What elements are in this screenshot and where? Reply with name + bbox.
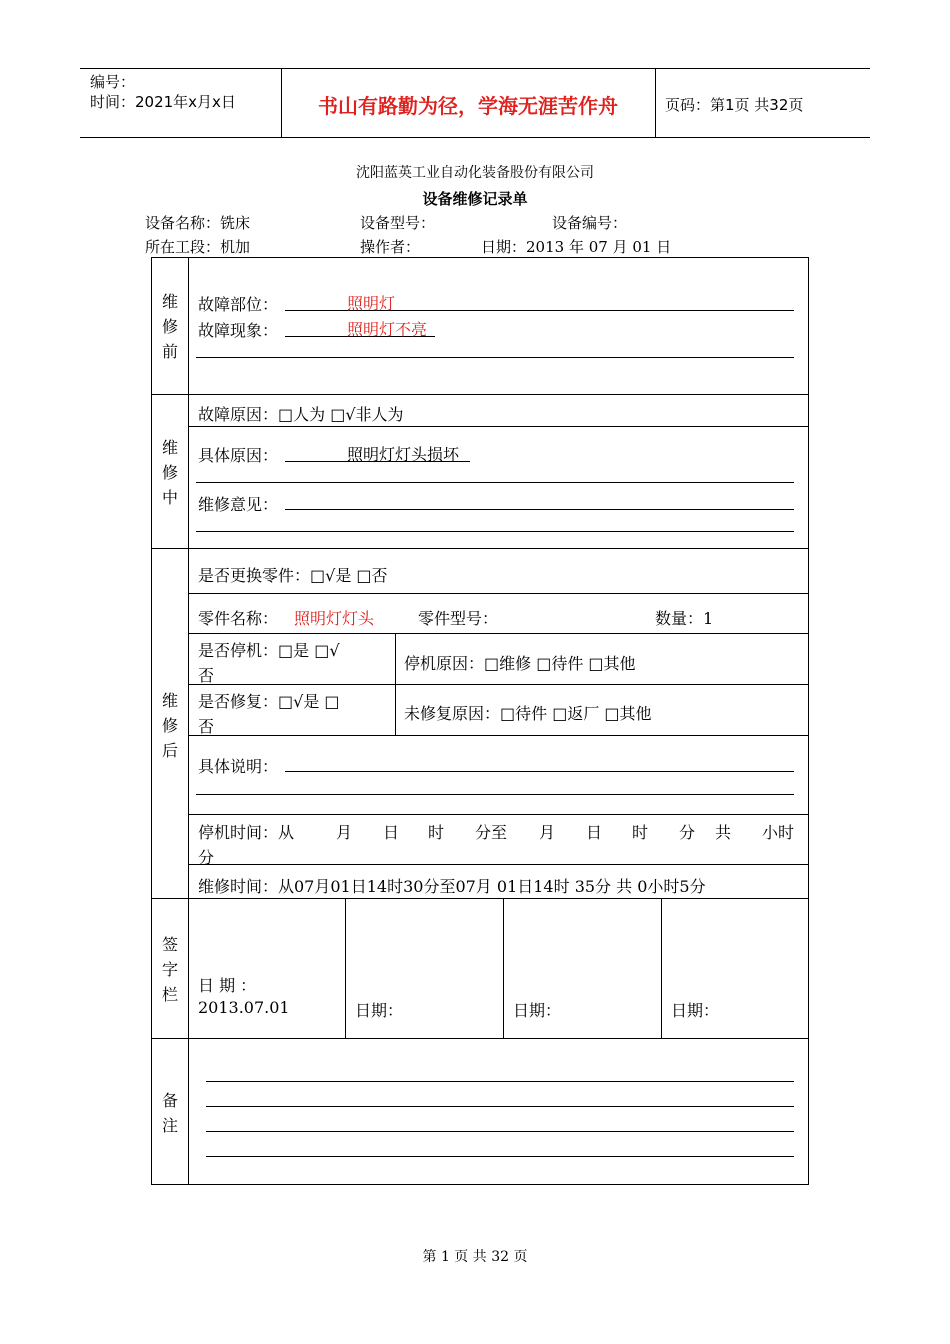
work-section: 所在工段：机加 [145,238,251,256]
page-footer: 第 1 页 共 32 页 [422,1249,528,1265]
fault-symptom-value: 照明灯不亮 [347,320,428,339]
table-divider [188,814,809,815]
table-divider [151,394,809,395]
fault-part-label: 故障部位： [198,295,279,314]
replace-part-question: 是否更换零件：□√是 □否 [198,566,388,585]
table-divider [661,898,662,1038]
downtime-hours-unit: 小时 [762,823,795,842]
fill-line [285,771,794,772]
detail-cause-value: 照明灯灯头损坏 [347,445,460,464]
downtime-total: 共 [715,823,732,842]
remarks-line [206,1156,794,1157]
repair-opinion-label: 维修意见： [198,495,279,514]
downtime-minute-to: 分至 [475,823,508,842]
fault-symptom-label: 故障现象： [198,321,279,340]
header-divider [655,69,656,137]
section-label-signature: 签 字 栏 [161,935,178,1004]
detail-cause-label: 具体原因： [198,446,279,465]
remarks-line [206,1106,794,1107]
stop-question-line1: 是否停机：□是 □√ [198,641,340,660]
form-title: 设备维修记录单 [422,190,528,208]
fill-line [196,357,794,358]
table-divider [151,898,809,899]
signature-date-label: 日期： [513,1001,562,1020]
fill-line [196,482,794,483]
unfixed-reason: 未修复原因：□待件 □返厂 □其他 [404,704,652,723]
part-model-label: 零件型号： [418,609,499,628]
downtime-minute-unit: 分 [679,823,696,842]
fixed-question-line1: 是否修复：□√是 □ [198,692,340,711]
signature-date-label: 日期： [671,1001,720,1020]
table-divider [503,898,504,1038]
signature-date-value: 2013.07.01 [198,998,290,1017]
signature-date-label: 日期： [355,1001,404,1020]
downtime-minutes-unit: 分 [198,848,215,867]
downtime-day-unit: 日 [383,823,400,842]
table-divider [188,684,809,685]
table-divider [395,633,396,735]
table-divider [188,426,809,427]
table-border [808,257,809,1185]
fixed-question-line2: 否 [198,717,215,736]
downtime-hour-unit: 时 [632,823,649,842]
table-divider [151,548,809,549]
page-number-label: 页码：第1页 共32页 [665,96,804,114]
section-label-before: 维 修 前 [161,292,178,361]
downtime-label: 停机时间：从 [198,823,295,842]
company-name: 沈阳蓝英工业自动化装备股份有限公司 [356,165,594,181]
downtime-hour-unit: 时 [428,823,445,842]
explanation-label: 具体说明： [198,757,279,776]
section-label-remarks: 备 注 [161,1091,178,1135]
operator: 操作者： [360,238,421,256]
table-divider [188,633,809,634]
repair-time: 维修时间：从07月01日14时30分至07月 01日14时 35分 共 0小时5分 [198,877,706,896]
stop-reason: 停机原因：□维修 □待件 □其他 [404,654,636,673]
part-name-label: 零件名称： [198,609,279,628]
table-divider [188,257,189,1185]
remarks-line [206,1081,794,1082]
fault-part-value: 照明灯 [347,294,396,313]
table-divider [345,898,346,1038]
document-header [80,68,870,138]
table-border [151,1184,809,1185]
section-label-during: 维 修 中 [161,438,178,507]
table-divider [188,864,809,865]
serial-label: 编号： [90,73,136,91]
fill-line [196,531,794,532]
downtime-month-unit: 月 [336,823,353,842]
table-divider [188,593,809,594]
header-motto: 书山有路勤为径，学海无涯苦作舟 [318,94,618,118]
equipment-model: 设备型号： [360,214,436,232]
time-label: 时间：2021年x月x日 [90,93,236,111]
part-name-value: 照明灯灯头 [294,609,375,628]
section-label-after: 维 修 后 [161,691,178,760]
table-border [151,257,809,258]
table-divider [151,1038,809,1039]
table-divider [188,735,809,736]
downtime-day-unit: 日 [586,823,603,842]
equipment-number: 设备编号： [552,214,628,232]
equipment-name: 设备名称：铣床 [145,214,251,232]
fill-line [196,794,794,795]
downtime-month-unit: 月 [539,823,556,842]
remarks-line [206,1131,794,1132]
signature-date-label: 日 期 ： [198,976,257,995]
fault-cause: 故障原因：□人为 □√非人为 [198,405,404,424]
part-quantity: 数量：1 [655,609,714,628]
fill-line [285,509,794,510]
record-date: 日期：2013 年 07 月 01 日 [481,238,672,256]
stop-question-line2: 否 [198,666,215,685]
